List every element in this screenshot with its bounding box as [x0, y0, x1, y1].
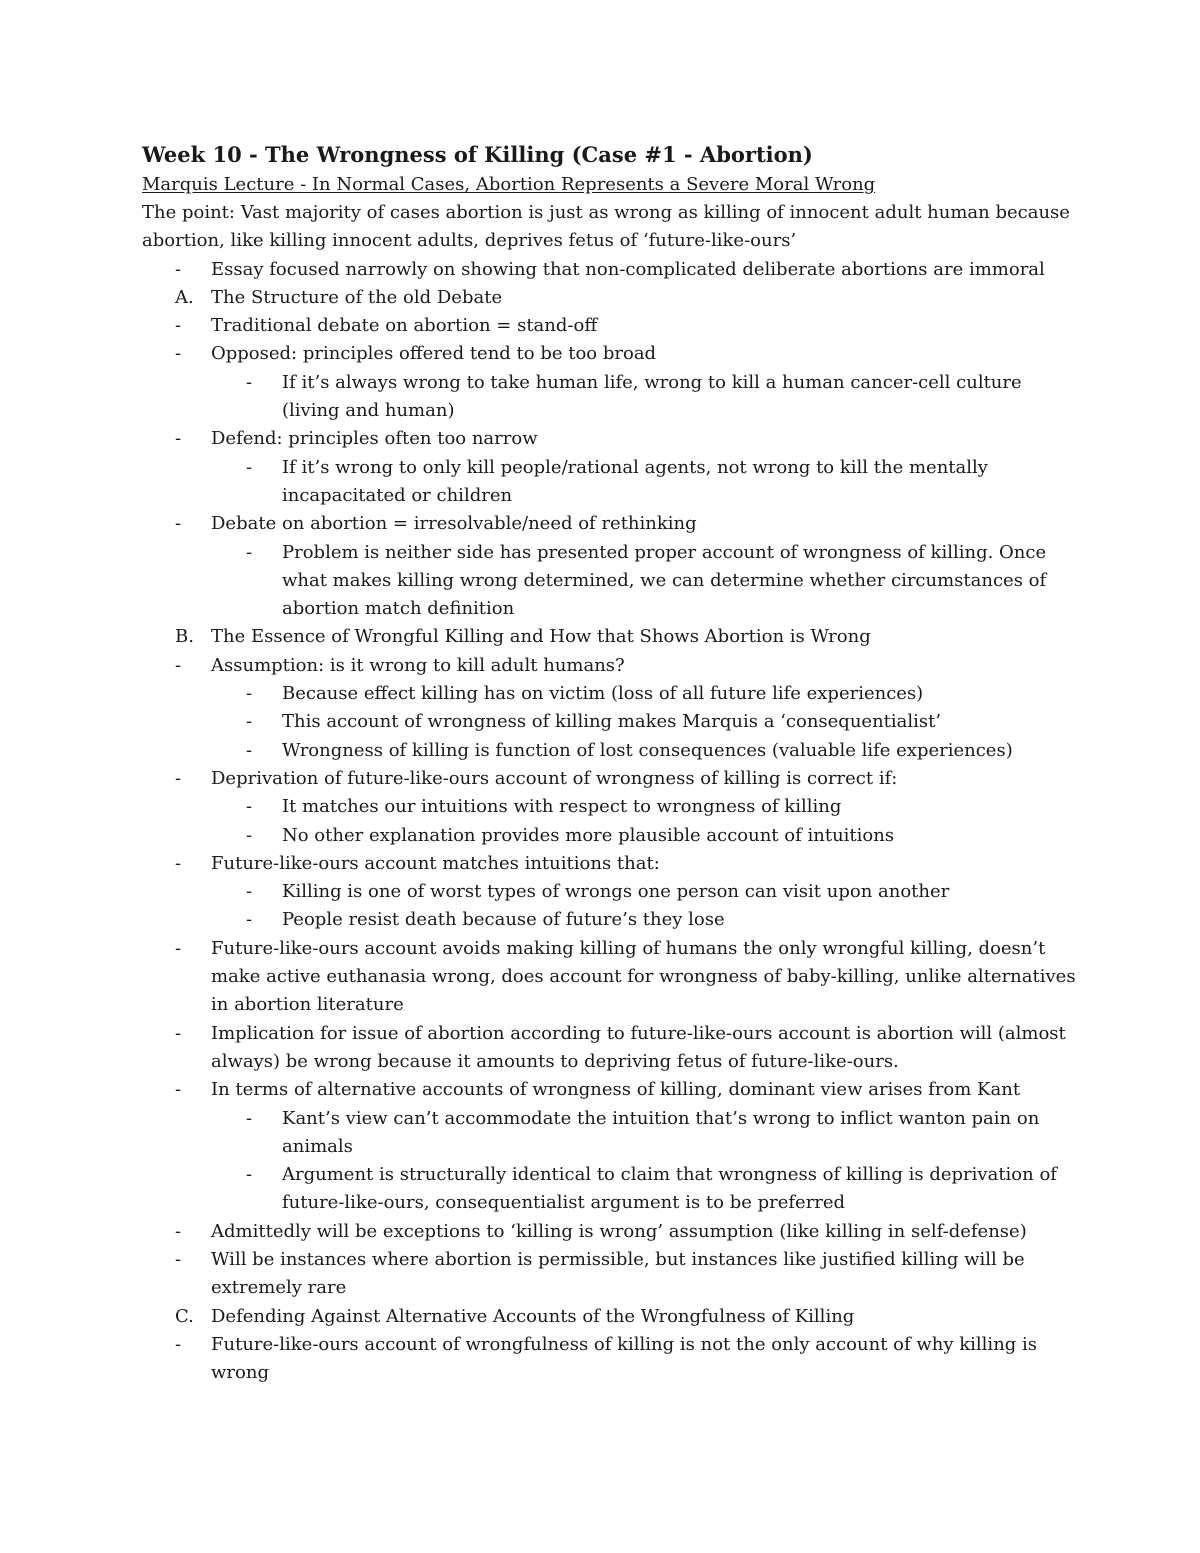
- outline-item: [142, 652, 1082, 680]
- outline-item-text: People resist death because of future’s they lose: [282, 909, 725, 931]
- outline-item: [142, 539, 1082, 624]
- bullet-marker: -: [246, 1164, 253, 1186]
- page-title: Week 10 - The Wrongness of Killing (Case #1 - Abortion): [142, 142, 813, 167]
- outline-item: [142, 1218, 1082, 1246]
- outline-item-text: Kant’s view can’t accommodate the intuition that’s wrong to inflict wanton pain on animals: [282, 1107, 1040, 1157]
- outline-item-text: Implication for issue of abortion according to future-like-ours account is abortion will (almost always) be wrong because it amounts to depriving fetus of future-like-ours.: [211, 1022, 1066, 1072]
- outline-list: [142, 256, 1082, 1388]
- outline-item-text: Argument is structurally identical to claim that wrongness of killing is deprivation of future-like-ours, consequentialist argument is to be preferred: [282, 1164, 1057, 1214]
- outline-item: [142, 878, 1082, 906]
- outline-item-text: Killing is one of worst types of wrongs one person can visit upon another: [282, 881, 950, 903]
- bullet-marker: -: [175, 1333, 182, 1355]
- outline-item-text: Problem is neither side has presented proper account of wrongness of killing. Once what makes killing wrong determined, we can determine whether circumstances of abortion match definition: [282, 541, 1047, 620]
- outline-item: [142, 1105, 1082, 1162]
- outline-item-text: The Essence of Wrongful Killing and How that Shows Abortion is Wrong: [211, 626, 871, 648]
- bullet-marker: -: [175, 1248, 182, 1270]
- bullet-marker: -: [175, 937, 182, 959]
- outline-item-text: Future-like-ours account of wrongfulness of killing is not the only account of why killing is wrong: [211, 1333, 1038, 1384]
- outline-item: [142, 793, 1082, 821]
- bullet-marker: -: [175, 1079, 182, 1101]
- bullet-marker: -: [246, 683, 253, 705]
- bullet-marker: -: [175, 343, 182, 365]
- outline-item-text: Because effect killing has on victim (loss of all future life experiences): [282, 683, 924, 705]
- outline-item-text: It matches our intuitions with respect to wrongness of killing: [282, 796, 842, 818]
- bullet-marker: -: [246, 824, 253, 846]
- outline-item: [142, 312, 1082, 340]
- outline-item: [142, 1161, 1082, 1218]
- bullet-marker: -: [246, 456, 253, 478]
- section-letter: C.: [175, 1305, 194, 1327]
- outline-item: [142, 1020, 1082, 1077]
- outline-item: [142, 850, 1082, 878]
- outline-item: [142, 510, 1082, 538]
- outline-item: [142, 425, 1082, 453]
- outline-item-text: Debate on abortion = irresolvable/need of rethinking: [211, 513, 697, 535]
- bullet-marker: -: [175, 852, 182, 874]
- bullet-marker: -: [175, 654, 182, 676]
- bullet-marker: -: [246, 739, 253, 761]
- outline-item: [142, 1246, 1082, 1303]
- intro-paragraph: The point: Vast majority of cases abortion is just as wrong as killing of innocent adult human because abortion, like killing innocent adults, deprives fetus of ‘future-like-ours’: [142, 202, 1070, 252]
- outline-item: [142, 454, 1082, 511]
- bullet-marker: -: [175, 258, 182, 280]
- outline-item: [142, 680, 1082, 708]
- bullet-marker: -: [246, 371, 253, 393]
- section-letter: A.: [175, 286, 194, 308]
- outline-item-text: Defending Against Alternative Accounts of the Wrongfulness of Killing: [211, 1305, 855, 1327]
- outline-item: [142, 737, 1082, 765]
- outline-item-text: If it’s wrong to only kill people/rational agents, not wrong to kill the mentally incapacitated or children: [282, 456, 988, 506]
- section-heading: [142, 623, 1082, 651]
- outline-item-text: Future-like-ours account avoids making killing of humans the only wrongful killing, doesn’t make active euthanasia wrong, does account for wrongness of baby-killing, unlike alternatives in abortion literature: [211, 937, 1076, 1016]
- outline-item-text: Future-like-ours account matches intuitions that:: [211, 852, 660, 874]
- outline-item-text: Deprivation of future-like-ours account of wrongness of killing is correct if:: [211, 767, 898, 789]
- outline-item: [142, 340, 1082, 368]
- outline-item-text: This account of wrongness of killing makes Marquis a ‘consequentialist’: [282, 711, 942, 733]
- outline-item: [142, 906, 1082, 934]
- bullet-marker: -: [175, 1022, 182, 1044]
- outline-item: [142, 1331, 1082, 1388]
- outline-item-text: Essay focused narrowly on showing that non-complicated deliberate abortions are immoral: [211, 258, 1045, 280]
- bullet-marker: -: [246, 1107, 253, 1129]
- outline-item: [142, 708, 1082, 736]
- outline-item-text: Opposed: principles offered tend to be too broad: [211, 343, 657, 365]
- section-heading: [142, 1303, 1082, 1331]
- outline-item: [142, 256, 1082, 284]
- outline-item: [142, 369, 1082, 426]
- outline-item-text: Traditional debate on abortion = stand-off: [211, 315, 598, 337]
- outline-item-text: Defend: principles often too narrow: [211, 428, 538, 450]
- bullet-marker: -: [175, 315, 182, 337]
- outline-item: [142, 822, 1082, 850]
- bullet-marker: -: [246, 881, 253, 903]
- outline-item-text: Wrongness of killing is function of lost consequences (valuable life experiences): [282, 739, 1013, 761]
- bullet-marker: -: [246, 541, 253, 563]
- outline-item-text: No other explanation provides more plausible account of intuitions: [282, 824, 895, 846]
- bullet-marker: -: [246, 796, 253, 818]
- section-heading: [142, 284, 1082, 312]
- outline-item-text: Assumption: is it wrong to kill adult humans?: [211, 654, 625, 676]
- bullet-marker: -: [175, 767, 182, 789]
- lecture-subtitle: Marquis Lecture - In Normal Cases, Abortion Represents a Severe Moral Wrong: [142, 174, 876, 195]
- outline-item-text: Will be instances where abortion is permissible, but instances like justified killing will be extremely rare: [211, 1248, 1025, 1299]
- outline-item-text: If it’s always wrong to take human life, wrong to kill a human cancer-cell culture (living and human): [282, 371, 1022, 422]
- outline-item: [142, 1076, 1082, 1104]
- bullet-marker: -: [175, 1220, 182, 1242]
- outline-item-text: Admittedly will be exceptions to ‘killing is wrong’ assumption (like killing in self-defense): [211, 1220, 1027, 1242]
- section-letter: B.: [175, 626, 194, 648]
- outline-item-text: The Structure of the old Debate: [211, 286, 503, 308]
- bullet-marker: -: [175, 428, 182, 450]
- document-content: [142, 141, 1082, 1387]
- outline-item: [142, 765, 1082, 793]
- bullet-marker: -: [246, 711, 253, 733]
- outline-item-text: In terms of alternative accounts of wrongness of killing, dominant view arises from Kant: [211, 1079, 1021, 1101]
- bullet-marker: -: [175, 513, 182, 535]
- outline-item: [142, 935, 1082, 1020]
- bullet-marker: -: [246, 909, 253, 931]
